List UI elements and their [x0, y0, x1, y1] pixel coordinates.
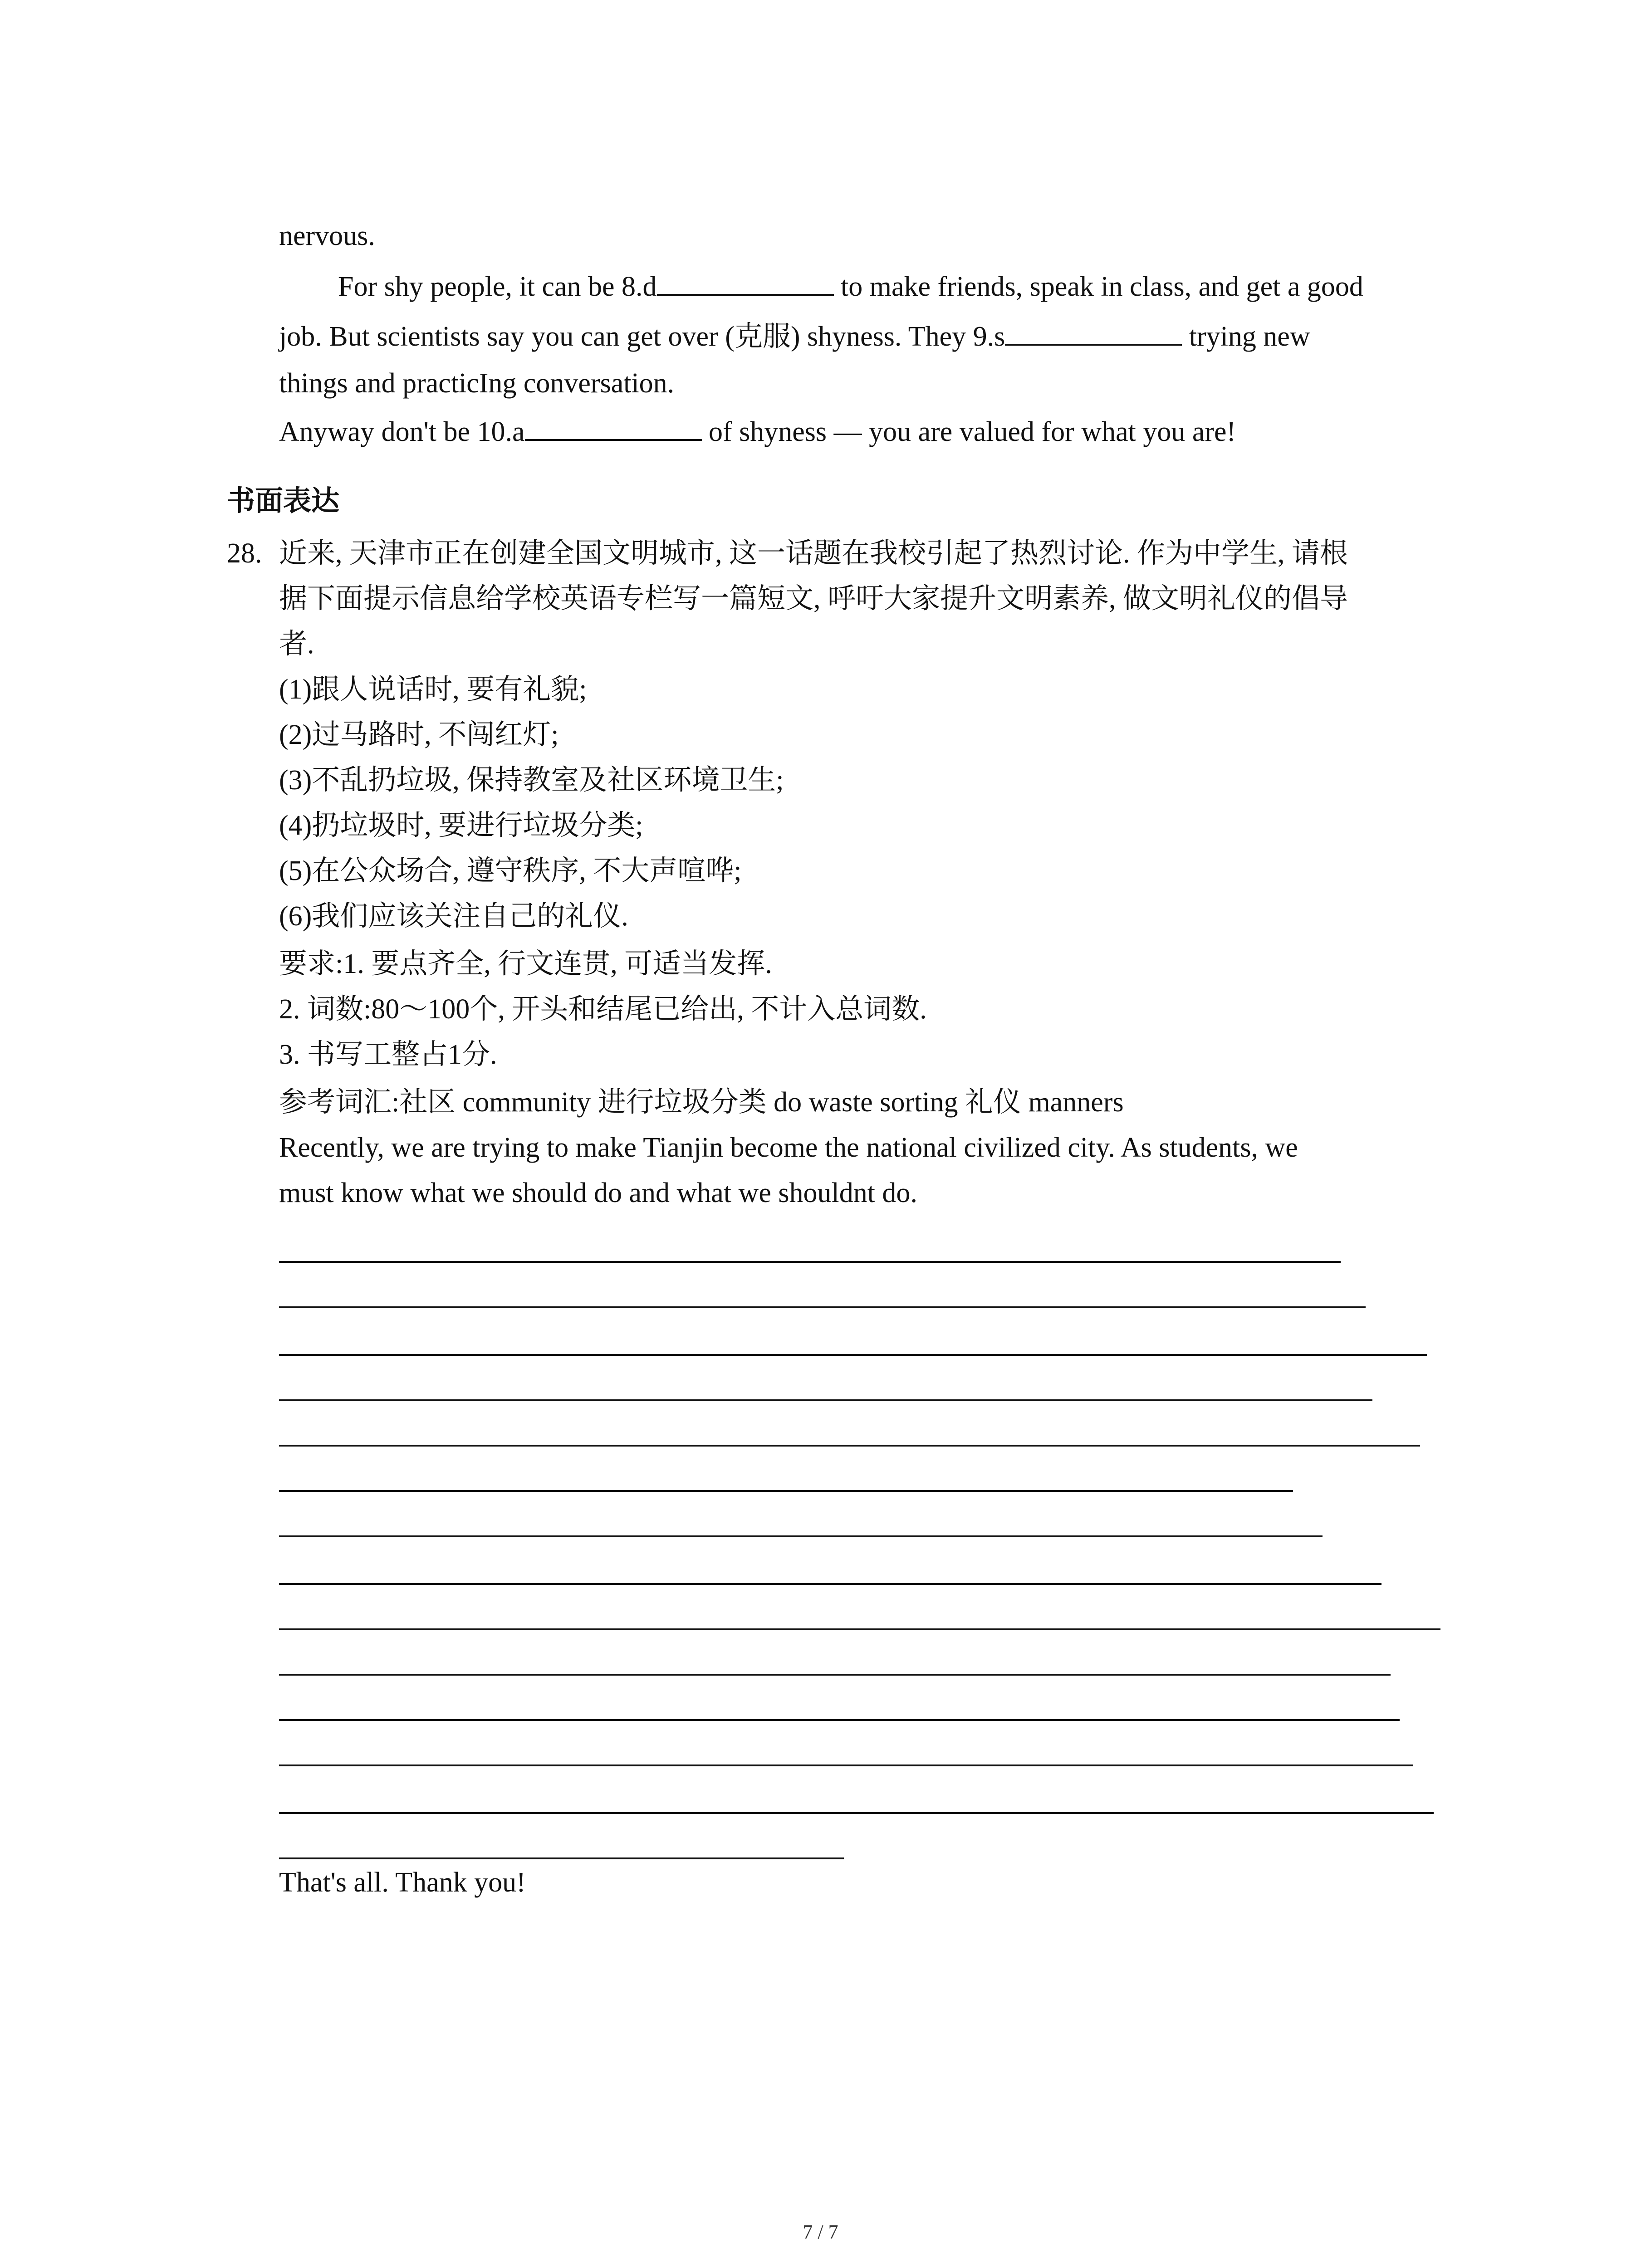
section-title: 书面表达	[227, 486, 340, 517]
point-item: (6)我们应该关注自己的礼仪.	[279, 901, 628, 932]
writing-line[interactable]	[279, 1812, 1434, 1814]
requirement-line: 要求:1. 要点齐全, 行文连贯, 可适当发挥.	[279, 948, 772, 979]
opening-line: must know what we should do and what we shouldnt do.	[279, 1178, 917, 1208]
writing-line[interactable]	[279, 1674, 1391, 1676]
passage-text: to make friends, speak in class, and get a good	[833, 271, 1363, 302]
blank-10[interactable]	[525, 413, 702, 441]
closing-line: That's all. Thank you!	[279, 1867, 526, 1898]
page-number: 7 / 7	[803, 2221, 838, 2243]
point-item: (2)过马路时, 不闯红灯;	[279, 719, 559, 750]
writing-line[interactable]	[279, 1719, 1400, 1721]
prompt-line: 者.	[279, 629, 314, 660]
writing-line[interactable]	[279, 1583, 1381, 1585]
requirement-line: 3. 书写工整占1分.	[279, 1039, 497, 1070]
writing-line[interactable]	[279, 1857, 844, 1859]
point-item: (5)在公众场合, 遵守秩序, 不大声喧哗;	[279, 855, 742, 886]
writing-line[interactable]	[279, 1445, 1420, 1447]
passage-text: For shy people, it can be 8.d	[338, 271, 657, 302]
passage-line: nervous.	[279, 220, 375, 251]
passage-line	[279, 318, 1310, 355]
passage-text: job. But scientists say you can get over (克服) shyness. They 9.s	[279, 321, 1005, 352]
passage-text: Anyway don't be 10.a	[279, 416, 525, 447]
prompt-line: 据下面提示信息给学校英语专栏写一篇短文, 呼吁大家提升文明素养, 做文明礼仪的倡导	[279, 583, 1348, 614]
writing-line[interactable]	[279, 1306, 1366, 1308]
blank-8[interactable]	[657, 268, 834, 296]
passage-text: trying new	[1182, 321, 1310, 352]
requirement-line: 2. 词数:80～100个, 开头和结尾已给出, 不计入总词数.	[279, 994, 927, 1025]
writing-line[interactable]	[279, 1261, 1341, 1263]
passage-line: things and practicIng conversation.	[279, 368, 675, 399]
writing-line[interactable]	[279, 1490, 1293, 1492]
prompt-line: 近来, 天津市正在创建全国文明城市, 这一话题在我校引起了热烈讨论. 作为中学生, 请根	[279, 538, 1348, 569]
writing-line[interactable]	[279, 1765, 1413, 1766]
passage-line	[338, 268, 1363, 305]
passage-text: of shyness — you are valued for what you are!	[701, 416, 1236, 447]
point-item: (3)不乱扔垃圾, 保持教室及社区环境卫生;	[279, 765, 784, 796]
vocab-line: 参考词汇:社区 community 进行垃圾分类 do waste sorting 礼仪 manners	[279, 1087, 1124, 1118]
blank-9[interactable]	[1005, 318, 1182, 346]
passage-line	[279, 413, 1236, 450]
writing-line[interactable]	[279, 1628, 1440, 1630]
opening-line: Recently, we are trying to make Tianjin become the national civilized city. As students, we	[279, 1132, 1298, 1163]
point-item: (1)跟人说话时, 要有礼貌;	[279, 674, 587, 705]
question-number: 28.	[227, 538, 262, 569]
writing-line[interactable]	[279, 1535, 1323, 1537]
writing-line[interactable]	[279, 1399, 1372, 1401]
writing-line[interactable]	[279, 1354, 1427, 1356]
point-item: (4)扔垃圾时, 要进行垃圾分类;	[279, 810, 643, 841]
